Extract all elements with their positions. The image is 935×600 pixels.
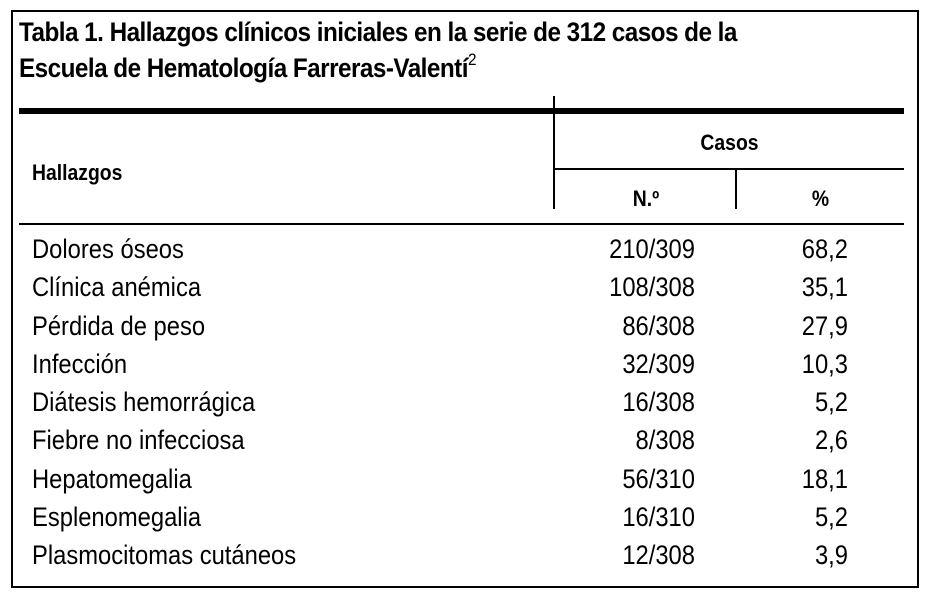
cell-porcentaje: 10,3: [801, 348, 848, 379]
header-top-rule: [19, 108, 904, 114]
table-title: [19, 14, 802, 86]
cell-porcentaje: 35,1: [801, 272, 848, 303]
cell-casos: 86/308: [622, 310, 695, 341]
cell-casos: 108/308: [609, 272, 695, 303]
cell-hallazgo: Pérdida de peso: [32, 310, 206, 341]
casos-group-rule: [555, 168, 904, 170]
column-divider-main: [553, 96, 555, 209]
cell-porcentaje: 68,2: [801, 234, 848, 264]
cell-porcentaje: 5,2: [814, 502, 848, 533]
reference-superscript: 2: [467, 50, 476, 69]
header-casos: Casos: [700, 130, 759, 155]
cell-casos: 32/309: [622, 348, 695, 379]
cell-hallazgo: Esplenomegalia: [32, 502, 202, 533]
cell-porcentaje: 5,2: [814, 387, 848, 418]
cell-hallazgo: Fiebre no infecciosa: [32, 425, 245, 456]
cell-porcentaje: 18,1: [801, 463, 848, 494]
cell-porcentaje: 27,9: [801, 310, 848, 341]
table-body: [0, 231, 935, 576]
header-numero: N.º: [632, 186, 660, 211]
cell-casos: 8/308: [635, 425, 695, 456]
cell-hallazgo: Diátesis hemorrágica: [32, 387, 256, 418]
header-porcentaje: %: [811, 186, 830, 211]
cell-porcentaje: 2,6: [814, 425, 848, 456]
header-hallazgos: Hallazgos: [32, 160, 123, 185]
table-row: [0, 499, 935, 537]
table-row: [0, 308, 935, 346]
header-bottom-rule: [19, 223, 904, 225]
cell-hallazgo: Dolores óseos: [32, 234, 184, 264]
table-title-line-2: Escuela de Hematología Farreras-Valentí: [19, 53, 468, 83]
table-row: [0, 422, 935, 460]
cell-casos: 16/308: [622, 387, 695, 418]
cell-porcentaje: 3,9: [814, 540, 848, 571]
cell-hallazgo: Plasmocitomas cutáneos: [32, 540, 297, 571]
column-divider-sub: [735, 170, 737, 209]
table-row: [0, 231, 935, 269]
table-row: [0, 384, 935, 422]
cell-casos: 16/310: [622, 502, 695, 533]
cell-hallazgo: Infección: [32, 348, 128, 379]
table-row: [0, 461, 935, 499]
table-row: [0, 346, 935, 384]
table-row: [0, 269, 935, 307]
table-row: [0, 537, 935, 575]
cell-casos: 56/310: [622, 463, 695, 494]
table-title-line-1: Tabla 1. Hallazgos clínicos iniciales en la serie de 312 casos de la: [19, 17, 737, 47]
cell-casos: 210/309: [609, 234, 695, 264]
cell-hallazgo: Hepatomegalia: [32, 463, 192, 494]
cell-casos: 12/308: [622, 540, 695, 571]
cell-hallazgo: Clínica anémica: [32, 272, 202, 303]
